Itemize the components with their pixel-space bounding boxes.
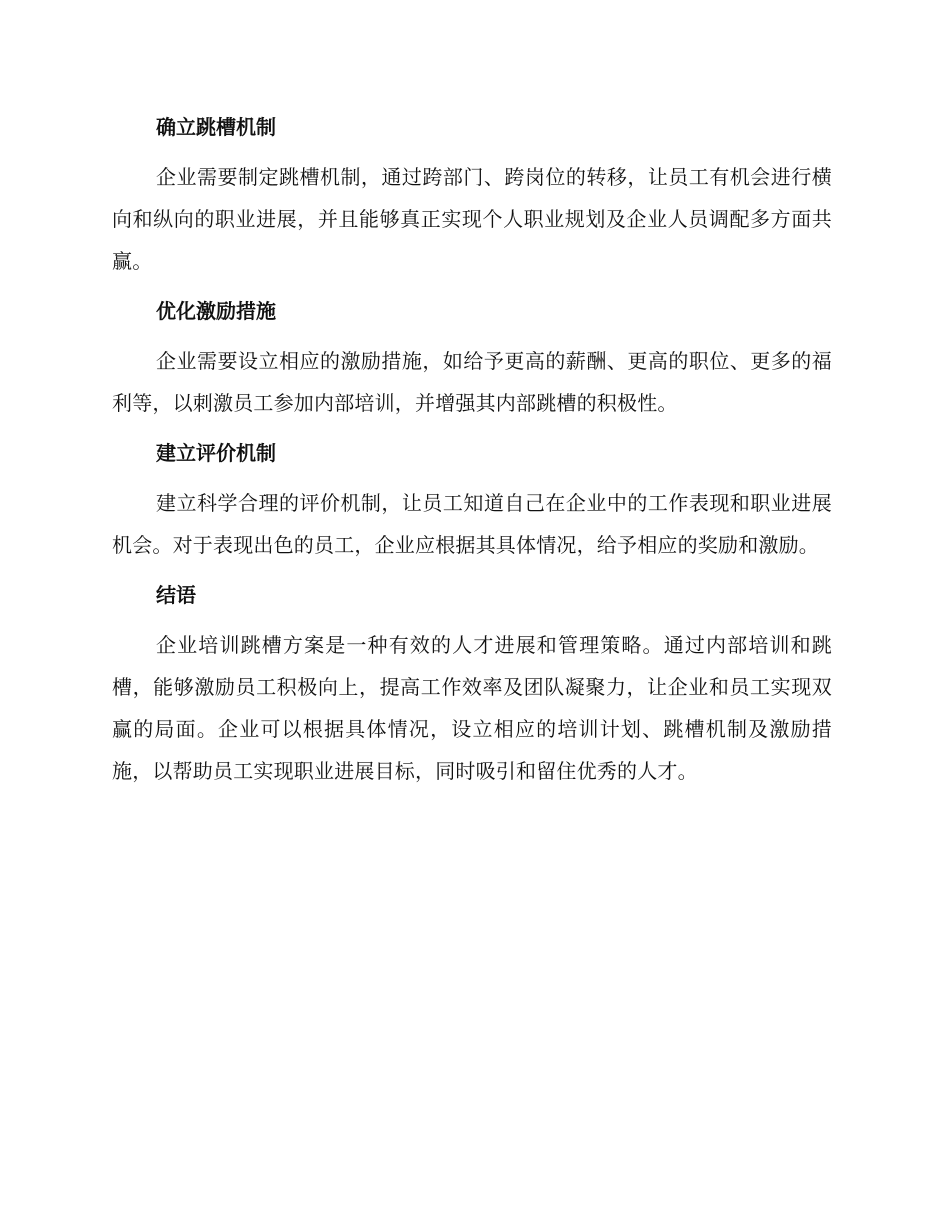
section-paragraph: 企业需要设立相应的激励措施，如给予更高的薪酬、更高的职位、更多的福利等，以刺激员工参加内部培训，并增强其内部跳槽的积极性。 <box>112 349 832 415</box>
section-heading: 优化激励措施 <box>156 299 276 323</box>
section-paragraph: 企业培训跳槽方案是一种有效的人才进展和管理策略。通过内部培训和跳槽，能够激励员工积极向上，提高工作效率及团队凝聚力，让企业和员工实现双赢的局面。企业可以根据具体情况，设立相应的培训计划、跳槽机制及激励措施，以帮助员工实现职业进展目标，同时吸引和留住优秀的人才。 <box>112 633 832 783</box>
document-page <box>112 108 832 802</box>
section-conclusion <box>112 576 832 792</box>
section-evaluation-mechanism <box>112 434 832 566</box>
section-paragraph: 企业需要制定跳槽机制，通过跨部门、跨岗位的转移，让员工有机会进行横向和纵向的职业进展，并且能够真正实现个人职业规划及企业人员调配多方面共赢。 <box>112 165 832 273</box>
section-heading: 建立评价机制 <box>156 441 276 465</box>
section-paragraph: 建立科学合理的评价机制，让员工知道自己在企业中的工作表现和职业进展机会。对于表现出色的员工，企业应根据其具体情况，给予相应的奖励和激励。 <box>112 491 832 557</box>
section-heading: 结语 <box>156 583 196 607</box>
section-heading: 确立跳槽机制 <box>156 115 276 139</box>
section-establish-mechanism <box>112 108 832 282</box>
section-optimize-incentives <box>112 292 832 424</box>
